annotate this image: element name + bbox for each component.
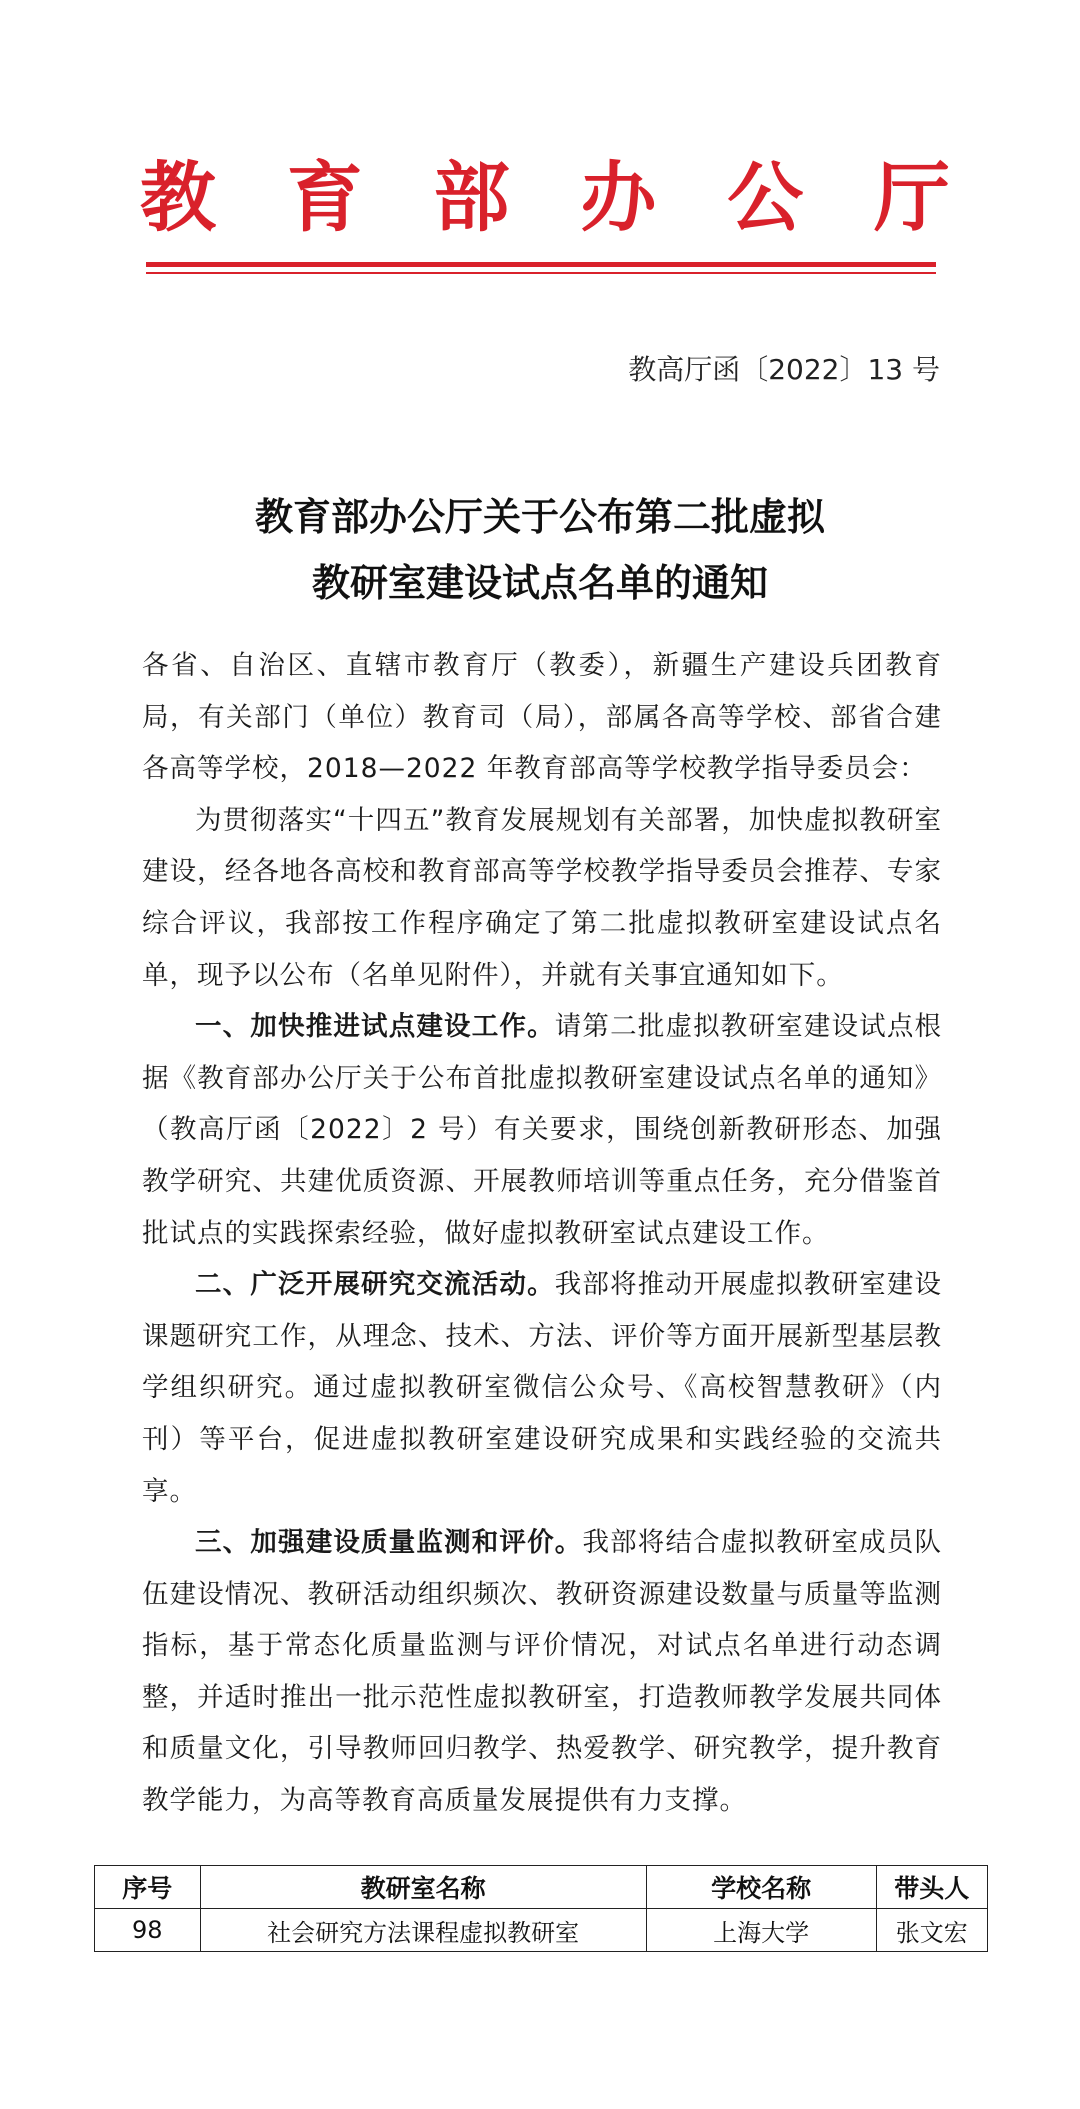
document-title-line-1: 教育部办公厅关于公布第二批虚拟 <box>254 494 825 539</box>
letterhead-char: 部 <box>433 153 510 242</box>
section-2-text: 我部将推动开展虚拟教研室建设课题研究工作，从理念、技术、方法、评价等方面开展新型基层教学组织研究。通过虚拟教研室微信公众号、《高校智慧教研》（内刊）等平台，促进虚拟教研室建设研究成果和实践经验的交流共享。 <box>142 1269 942 1507</box>
header-leader: 带头人 <box>876 1866 987 1909</box>
table-row <box>95 1909 988 1952</box>
header-lab-name: 教研室名称 <box>200 1866 646 1909</box>
header-serial: 序号 <box>95 1866 201 1909</box>
salutation: 各省、自治区、直辖市教育厅（教委），新疆生产建设兵团教育局，有关部门（单位）教育司（局），部属各高等学校、部省合建各高等学校，2018—2022 年教育部高等学校教学指导委员会： <box>142 650 942 785</box>
section-2-paragraph <box>142 1259 942 1517</box>
letterhead-char: 教 <box>140 153 216 242</box>
section-1-text: 请第二批虚拟教研室建设试点根据《教育部办公厅关于公布首批虚拟教研室建设试点名单的通知》（教高厅函〔2022〕2 号）有关要求，围绕创新教研形态、加强教学研究、共建优质资源、开展教师培训等重点任务，充分借鉴首批试点的实践探索经验，做好虚拟教研室试点建设工作。 <box>142 1011 942 1249</box>
section-3-heading: 三、加强建设质量监测和评价。 <box>195 1527 583 1559</box>
table-header-row <box>95 1866 988 1909</box>
cell-leader: 张文宏 <box>876 1909 987 1952</box>
document-number: 教高厅函〔2022〕13 号 <box>628 353 940 386</box>
document-title-line-2: 教研室建设试点名单的通知 <box>311 560 768 605</box>
document-body <box>142 640 942 1827</box>
section-1-heading: 一、加快推进试点建设工作。 <box>195 1011 555 1043</box>
letterhead-char: 办 <box>580 153 657 242</box>
letterhead-rule-thick <box>146 262 936 267</box>
cell-serial: 98 <box>95 1909 201 1952</box>
letterhead-char: 公 <box>727 153 804 242</box>
attachment-table <box>94 1865 988 1952</box>
intro-paragraph: 为贯彻落实“十四五”教育发展规划有关部署，加快虚拟教研室建设，经各地各高校和教育部高等学校教学指导委员会推荐、专家综合评议，我部按工作程序确定了第二批虚拟教研室建设试点名单，现予以公布（名单见附件），并就有关事宜通知如下。 <box>142 804 942 991</box>
cell-school-name: 上海大学 <box>646 1909 876 1952</box>
section-2-heading: 二、广泛开展研究交流活动。 <box>195 1269 555 1301</box>
letterhead-rule-thin <box>146 272 936 274</box>
section-1-paragraph <box>142 1001 942 1259</box>
header-school-name: 学校名称 <box>646 1866 876 1909</box>
section-3-paragraph <box>142 1517 942 1827</box>
cell-lab-name: 社会研究方法课程虚拟教研室 <box>200 1909 646 1952</box>
letterhead-title <box>140 150 950 246</box>
letterhead-char: 厅 <box>873 153 950 242</box>
section-3-text: 我部将结合虚拟教研室成员队伍建设情况、教研活动组织频次、教研资源建设数量与质量等监测指标，基于常态化质量监测与评价情况，对试点名单进行动态调整，并适时推出一批示范性虚拟教研室，打造教师教学发展共同体和质量文化，引导教师回归教学、热爱教学、研究教学，提升教育教学能力，为高等教育高质量发展提供有力支撑。 <box>142 1527 943 1817</box>
letterhead-char: 育 <box>286 153 363 242</box>
